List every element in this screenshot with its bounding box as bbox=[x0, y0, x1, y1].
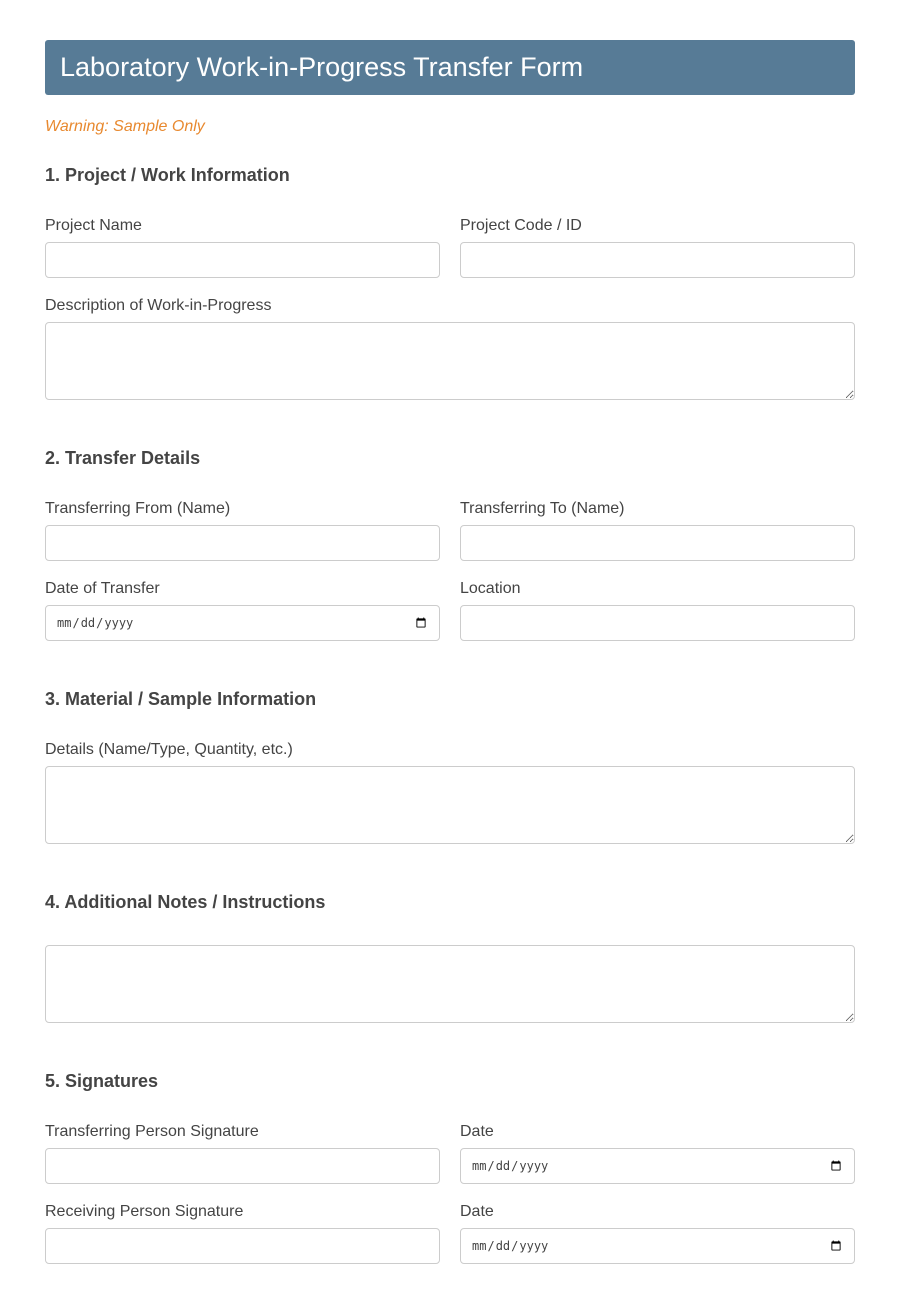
material-details-label: Details (Name/Type, Quantity, etc.) bbox=[45, 741, 293, 758]
date-of-transfer-input[interactable] bbox=[45, 605, 440, 641]
location-input[interactable] bbox=[460, 605, 855, 641]
location-label: Location bbox=[460, 580, 521, 597]
transferring-to-input[interactable] bbox=[460, 525, 855, 561]
description-label: Description of Work-in-Progress bbox=[45, 297, 272, 314]
receiving-signature-label: Receiving Person Signature bbox=[45, 1203, 244, 1220]
receiving-date-label: Date bbox=[460, 1203, 494, 1220]
transferring-from-input[interactable] bbox=[45, 525, 440, 561]
warning-text: Warning: Sample Only bbox=[45, 118, 205, 135]
form-title: Laboratory Work-in-Progress Transfer Form bbox=[60, 52, 584, 82]
section-heading-signatures: 5. Signatures bbox=[45, 1071, 159, 1091]
description-textarea[interactable] bbox=[45, 322, 855, 400]
notes-textarea[interactable] bbox=[45, 945, 855, 1023]
form-header bbox=[45, 40, 855, 95]
section-heading-material: 3. Material / Sample Information bbox=[45, 689, 317, 709]
receiving-date-input[interactable] bbox=[460, 1228, 855, 1264]
project-name-input[interactable] bbox=[45, 242, 440, 278]
section-heading-project: 1. Project / Work Information bbox=[45, 165, 290, 185]
project-code-label: Project Code / ID bbox=[460, 217, 582, 234]
receiving-signature-input[interactable] bbox=[45, 1228, 440, 1264]
project-code-input[interactable] bbox=[460, 242, 855, 278]
transferring-date-input[interactable] bbox=[460, 1148, 855, 1184]
date-of-transfer-label: Date of Transfer bbox=[45, 580, 160, 597]
transferring-signature-input[interactable] bbox=[45, 1148, 440, 1184]
transferring-date-label: Date bbox=[460, 1123, 494, 1140]
material-details-textarea[interactable] bbox=[45, 766, 855, 844]
project-name-label: Project Name bbox=[45, 217, 142, 234]
transferring-to-label: Transferring To (Name) bbox=[460, 500, 625, 517]
section-heading-notes: 4. Additional Notes / Instructions bbox=[45, 892, 326, 912]
section-heading-transfer: 2. Transfer Details bbox=[45, 448, 201, 468]
transferring-signature-label: Transferring Person Signature bbox=[45, 1123, 259, 1140]
transferring-from-label: Transferring From (Name) bbox=[45, 500, 231, 517]
